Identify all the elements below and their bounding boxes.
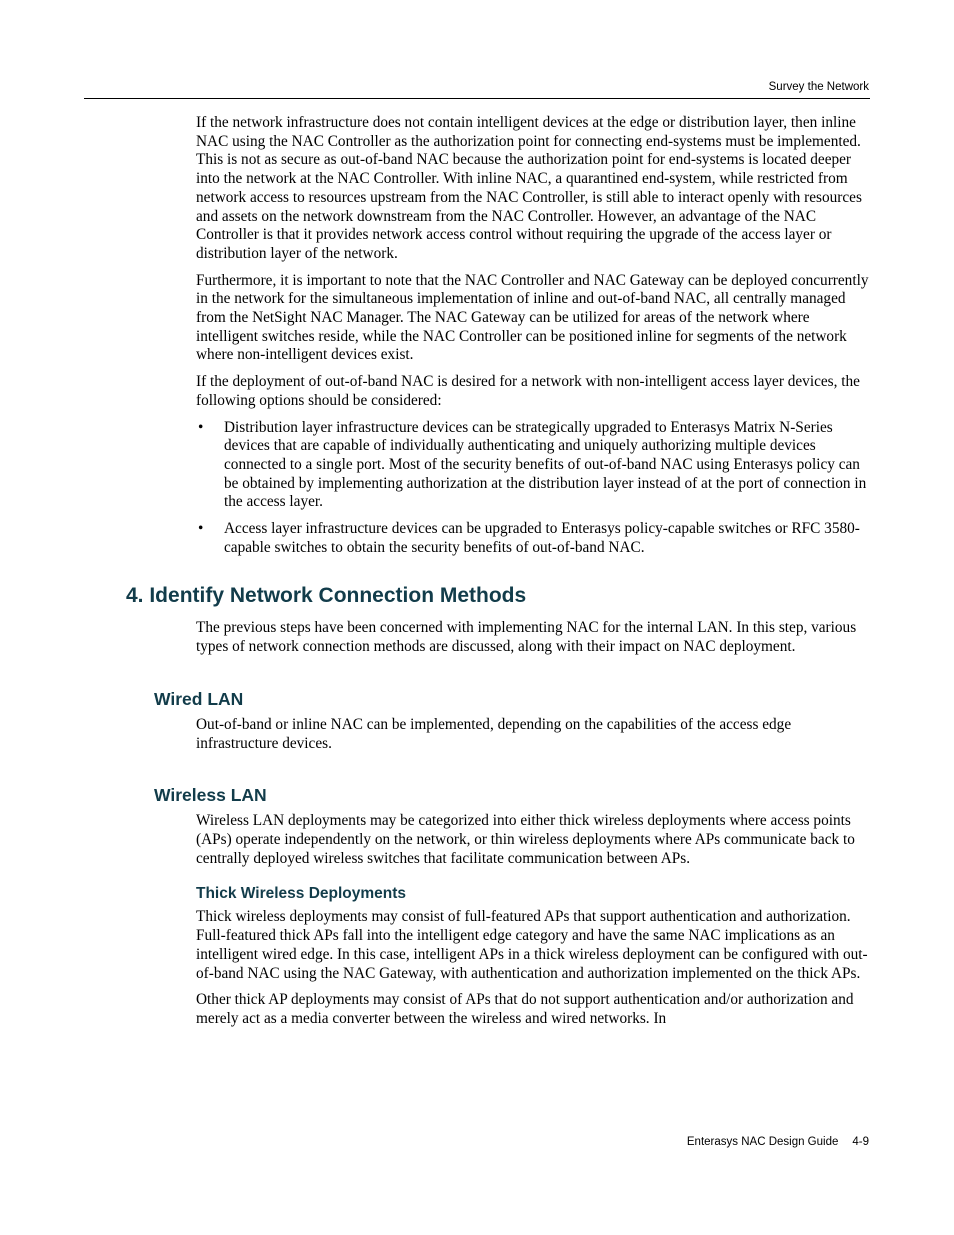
list-item-text: Access layer infrastructure devices can be upgraded to Enterasys policy-capable switches or RFC 3580-capable switches to obtain the security benefits of out-of-band NAC. — [224, 520, 860, 556]
paragraph-wired-lan: Out-of-band or inline NAC can be implemented, depending on the capabilities of the access edge infrastructure devices. — [196, 715, 792, 752]
paragraph-section-intro: The previous steps have been concerned with implementing NAC for the internal LAN. In this step, various types of network connection methods are discussed, along with their impact on NAC deployment. — [196, 619, 857, 656]
page-footer — [687, 1136, 869, 1148]
paragraph-thick-wireless-2: Other thick AP deployments may consist of APs that do not support authentication and/or authorization and merely act as a media converter between the wireless and wired networks. In — [196, 991, 854, 1027]
list-item — [196, 520, 870, 557]
bullet-marker: • — [198, 418, 204, 436]
page-number: 4-9 — [852, 1136, 869, 1148]
options-list — [196, 419, 870, 558]
section-heading-connection-methods: 4. Identify Network Connection Methods — [126, 584, 527, 608]
paragraph-options-intro: If the deployment of out-of-band NAC is desired for a network with non-intelligent access layer devices, the following options should be considered: — [196, 373, 860, 409]
header-rule — [84, 98, 870, 99]
page-body — [126, 114, 870, 1037]
bullet-marker: • — [198, 520, 204, 538]
subheading-wireless-lan: Wireless LAN — [154, 785, 267, 806]
paragraph-wireless-lan: Wireless LAN deployments may be categorized into either thick wireless deployments where access points (APs) operate independently on the network, or thin wireless deployments where APs communicate back to centrally deployed wireless switches that facilitate communication between APs. — [196, 812, 855, 867]
paragraph-thick-wireless-1: Thick wireless deployments may consist of full-featured APs that support authentication and authorization. Full-featured thick APs fall into the intelligent edge category and have the same NAC implications as an intelligent wired edge. In this case, intelligent APs in a thick wireless deployment can be configured with out-of-band NAC using the NAC Gateway, with authentication and authorization implemented on the thick APs. — [196, 908, 868, 982]
footer-guide-title: Enterasys NAC Design Guide — [686, 1136, 839, 1148]
paragraph-inline-nac: If the network infrastructure does not contain intelligent devices at the edge or distribution layer, then inline NAC using the NAC Controller as the authorization point for connecting end-systems must be implemented. This is not as secure as out-of-band NAC because the authorization point for end-systems is located deeper into the network at the NAC Controller. With inline NAC, a quarantined end-system, while restricted from network access to resources upstream from the NAC Controller, is still able to interact openly with resources and assets on the network downstream from the NAC Controller. However, an advantage of the NAC Controller is that it provides network access control without requiring the upgrade of the access layer or distribution layer of the network. — [196, 114, 862, 262]
list-item — [196, 419, 870, 513]
subheading-wired-lan: Wired LAN — [154, 688, 244, 709]
paragraph-concurrent-deployment: Furthermore, it is important to note that the NAC Controller and NAC Gateway can be deployed concurrently in the network for the simultaneous implementation of inline and out-of-band NAC, all centrally managed from the NetSight NAC Manager. The NAC Gateway can be utilized for areas of the network where intelligent switches reside, while the NAC Controller can be positioned inline for segments of the network where non-intelligent devices exist. — [196, 271, 869, 364]
subheading-thick-wireless: Thick Wireless Deployments — [196, 885, 407, 903]
running-header: Survey the Network — [768, 81, 869, 93]
list-item-text: Distribution layer infrastructure devices can be strategically upgraded to Enterasys Matrix N-Series devices that are capable of individually authenticating and uniquely authorizing multiple devices connected to a single port. Most of the security benefits of out-of-band NAC using Enterasys policy can be obtained by implementing authorization at the distribution layer instead of at the port of connection in the access layer. — [224, 418, 867, 511]
